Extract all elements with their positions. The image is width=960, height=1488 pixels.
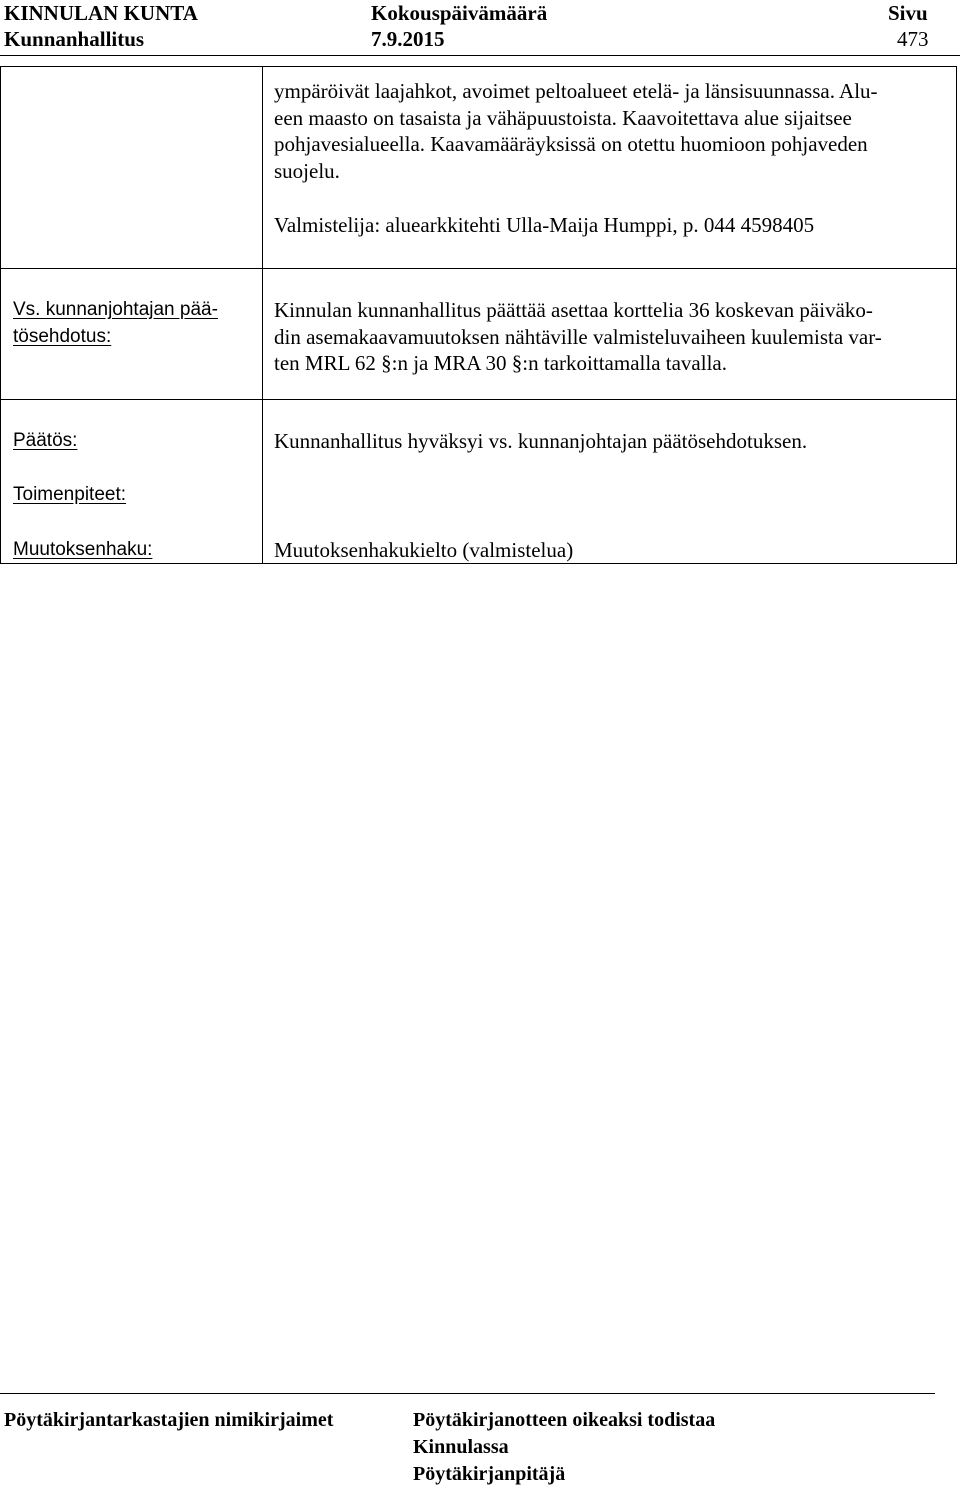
intro-line: suojelu. [274,158,340,183]
proposal-line: din asemakaavamuutoksen nähtäville valmisteluvaiheen kuulemista var- [274,324,882,349]
table-top-border [0,66,957,67]
table-column-divider [262,66,263,563]
meeting-date-label: Kokouspäivämäärä [371,1,548,25]
proposal-label-line: tösehdotus: [13,325,112,347]
proposal-line: Kinnulan kunnanhallitus päättää asettaa korttelia 36 koskevan päiväko- [274,298,873,322]
page-number: 473 [897,27,929,51]
body-name: Kunnanhallitus [4,27,145,51]
keeper-label: Pöytäkirjanpitäjä [413,1463,566,1485]
proposal-text [274,297,944,377]
preparer-line: Valmistelija: aluearkkitehti Ulla-Maija Humppi, p. 044 4598405 [274,213,815,237]
intro-paragraph [274,78,944,184]
proposal-label-line: Vs. kunnanjohtajan pää- [13,299,218,320]
proposal-line: ten MRL 62 §:n ja MRA 30 §:n tarkoittamalla tavalla. [274,351,727,375]
intro-line: pohjavesialueella. Kaavamääräyksissä on otettu huomioon pohjaveden [274,132,868,156]
decision-label: Päätös: [13,430,78,451]
decision-text: Kunnanhallitus hyväksyi vs. kunnanjohtajan päätösehdotuksen. [274,429,808,453]
meeting-date: 7.9.2015 [371,27,445,51]
appeal-label: Muutoksenhaku: [13,539,153,560]
table-left-border [0,66,1,563]
table-row-divider [0,268,957,269]
table-row-divider [0,399,957,400]
municipality-name: KINNULAN KUNTA [4,1,198,25]
checkers-initials-label: Pöytäkirjantarkastajien nimikirjaimet [4,1409,334,1431]
table-right-border [956,66,957,563]
page-label: Sivu [888,1,928,25]
place-label: Kinnulassa [413,1436,509,1458]
header-divider [0,55,960,56]
appeal-text: Muutoksenhakukielto (valmistelua) [274,538,574,562]
actions-label: Toimenpiteet: [13,484,127,505]
certified-copy-label: Pöytäkirjanotteen oikeaksi todistaa [413,1409,716,1431]
intro-line: een maasto on tasaista ja vähäpuustoista. Kaavoitettava alue sijaitsee [274,105,852,130]
intro-line: ympäröivät laajahkot, avoimet peltoalueet etelä- ja länsisuunnassa. Alu- [274,79,878,103]
footer-divider [0,1393,935,1394]
proposal-label [13,297,253,350]
